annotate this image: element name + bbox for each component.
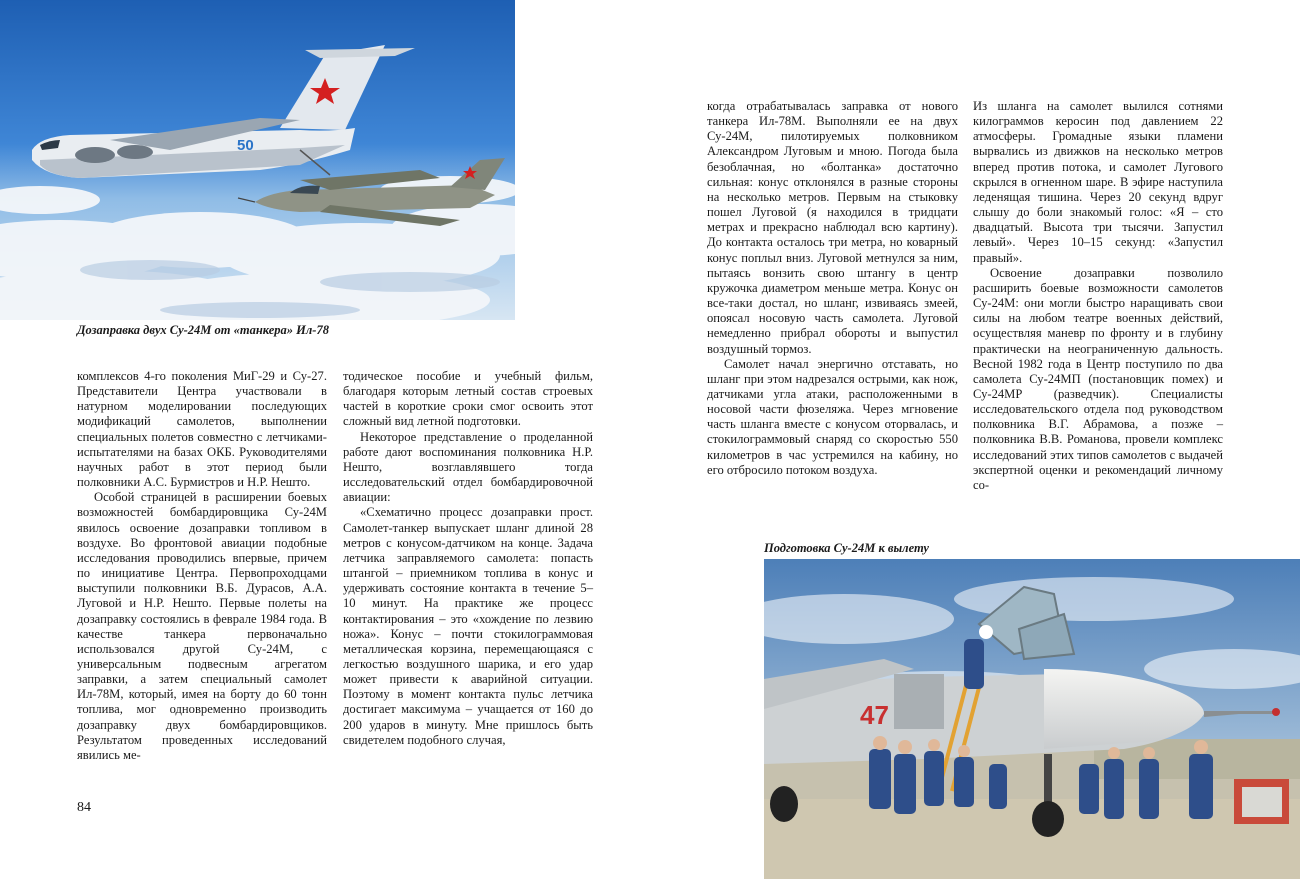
aircraft-number: 47 — [860, 700, 889, 730]
paragraph: Особой страницей в расширении боевых возможностей бомбардировщика Су-24М явилось освоение дозаправки топливом в воздухе. Во фронтовой авиации подобные исследования проводились впервые, причем по инициативе Центра. Первопроходцами выступили полковники В.Б. Дурасов, А.А. Луговой и Н.Р. Нешто. Первые полеты на дозаправку состоялись в феврале 1984 года. В качестве танкера первоначально использовался другой Су-24М, с универсальным подвесным агрегатом заправки, а затем специальный самолет Ил-78М, который, имея на борту до 60 тонн топлива, мог одновременно производить дозаправку двух бомбардировщиков. Результатом проведенных исследований явились ме- — [77, 490, 327, 762]
paragraph: Самолет начал энергично отставать, но шланг при этом надрезался острыми, как нож, датчиками угла атаки, расположенными в носовой части фюзеляжа. Через мгновение часть шланга вместе с конусом оторвалась, и стокилограммовый снаряд со скоростью 550 километров в час устремился на кабину, но его отбросило потоком воздуха. — [707, 356, 958, 477]
tanker-tail-number: 50 — [237, 137, 254, 154]
left-text-column-2 — [343, 369, 593, 748]
left-text-column-1 — [77, 369, 327, 763]
paragraph: тодическое пособие и учебный фильм, благодаря которым летный состав строевых частей в короткие сроки смог освоить этот сложный вид летной подготовки. — [343, 369, 593, 429]
right-text-column-1 — [707, 99, 958, 478]
photo-caption-refueling: Дозаправка двух Су-24М от «танкера» Ил-78 — [77, 323, 329, 337]
photo-caption-preparation: Подготовка Су-24М к вылету — [764, 541, 929, 555]
paragraph: когда отрабатывалась заправка от нового танкера Ил-78М. Выполняли ее на двух Су-24М, пилотируемых полковником Александром Луговым и мною. Погода была безоблачная, но «болтанка» достаточно сильная: конус отклонялся в разные стороны на несколько метров. Первым на стыковку пошел Луговой (я находился в тридцати метрах и прекрасно наблюдал всю картину). До контакта осталось три метра, но коварный конус поплыл вниз. Луговой метнулся за ним, пытаясь вонзить свою штангу в центр кружочка диаметром меньше метра. Конус он все-таки достал, но шланг, извиваясь змеей, опоясал носовую часть самолета. Луговой немедленно прибрал обороты и выпустил воздушный тормоз. — [707, 99, 958, 356]
ground-preparation-photo — [764, 559, 1300, 879]
right-text-column-2 — [973, 99, 1223, 493]
paragraph: Некоторое представление о проделанной работе дают воспоминания полковника Н.Р. Нешто, возглавлявшего тогда исследовательский отдел бомбардировочной авиации: — [343, 429, 593, 505]
page-number: 84 — [77, 800, 91, 815]
paragraph: Из шланга на самолет вылился сотнями килограммов керосин под давлением 22 атмосферы. Громадные языки пламени вырвались из движков на несколько метров вперед против потока, и самолет Лугового скрылся в огненном шаре. В эфире наступила леденящая тишина. Через 20 секунд вдруг слышу до боли знакомый голос: «Я – сто двадцатый. Высота три тысячи. Запустил левый». Через 10–15 секунд: «Запустил правый». — [973, 99, 1223, 265]
paragraph: «Схематично процесс дозаправки прост. Самолет-танкер выпускает шланг длиной 28 метров с конусом-датчиком на конце. Задача летчика заправляемого самолета: попасть штангой – приемником топлива в конус и удерживать состояние контакта в течение 5–10 минут. На практике же процесс контактирования – это «хождение по лезвию ножа». Конус – почти стокилограммовая металлическая корзина, перемещающаяся с легкостью воздушного шарика, и его удар может привести к аварийной ситуации. Поэтому в момент контакта пульс летчика достигает максимума – учащается от 160 до 200 ударов в минуту. Мне пришлось быть свидетелем подобного случая, — [343, 505, 593, 747]
paragraph: Освоение дозаправки позволило расширить боевые возможности самолетов Су-24М: они могли быстро наращивать свои силы на любом театре военных действий, осуществляя маневр по фронту и в глубину практически на неограниченную дальность. Весной 1982 года в Центр поступило по два самолета Су-24МП (постановщик помех) и Су-24МР (разведчик). Специалисты исследовательского отдела под руководством полковника В.Г. Абрамова, а позже – полковника В.В. Романова, провели комплекс исследований этих типов самолетов с выдачей экспертной оценки и рекомендаций личному со- — [973, 265, 1223, 492]
aerial-refueling-photo — [0, 0, 515, 320]
paragraph: комплексов 4-го поколения МиГ-29 и Су-27. Представители Центра участвовали в натурном моделировании последующих модификаций самолетов, выполнении специальных полетов совместно с летчиками-испытателями на базах ОКБ. Руководителями научных работ в этот период были полковники А.С. Бурмистров и Н.Р. Нешто. — [77, 369, 327, 490]
